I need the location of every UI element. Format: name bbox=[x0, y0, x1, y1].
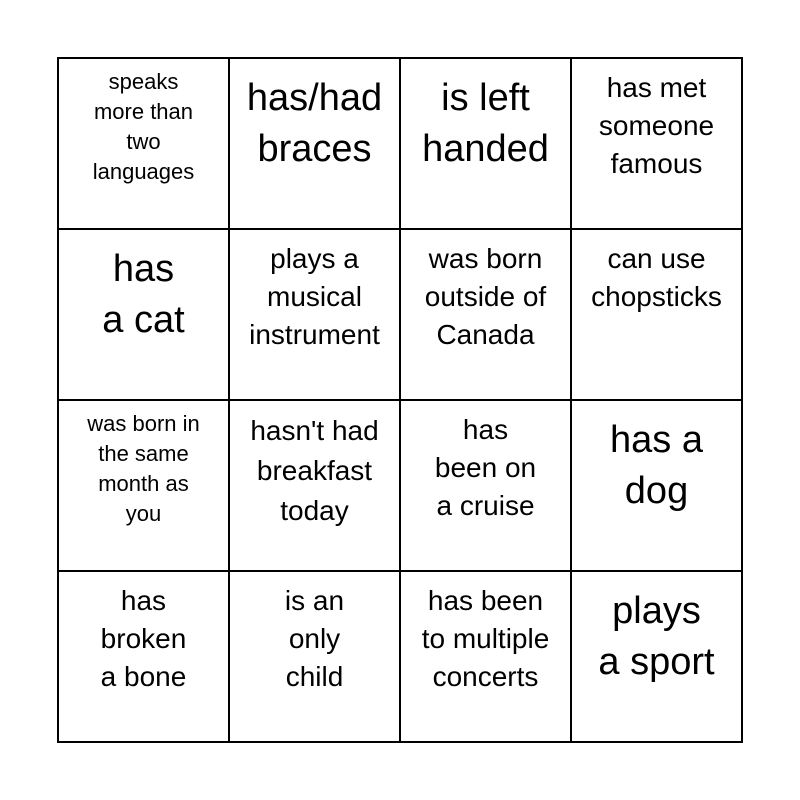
bingo-cell[interactable] bbox=[572, 572, 743, 743]
cell-text: plays a sport bbox=[598, 590, 715, 683]
cell-text: plays a musical instrument bbox=[249, 243, 380, 350]
bingo-cell[interactable] bbox=[401, 230, 572, 401]
cell-text: has met someone famous bbox=[598, 72, 715, 179]
cell-text: is an only child bbox=[284, 585, 345, 692]
cell-text: has/had braces bbox=[246, 77, 383, 170]
bingo-cell[interactable] bbox=[59, 230, 230, 401]
cell-text: can use chopsticks bbox=[591, 243, 722, 312]
bingo-cell[interactable] bbox=[230, 59, 401, 230]
bingo-cell[interactable] bbox=[401, 572, 572, 743]
cell-text: was born outside of Canada bbox=[424, 243, 547, 350]
cell-text: has been on a cruise bbox=[434, 414, 537, 521]
bingo-cell[interactable] bbox=[230, 230, 401, 401]
bingo-cell[interactable] bbox=[572, 230, 743, 401]
bingo-board bbox=[57, 57, 743, 743]
cell-text: was born in the same month as you bbox=[87, 411, 200, 526]
bingo-cell[interactable] bbox=[572, 401, 743, 572]
bingo-cell[interactable] bbox=[230, 401, 401, 572]
bingo-cell[interactable] bbox=[59, 572, 230, 743]
bingo-cell[interactable] bbox=[59, 401, 230, 572]
bingo-cell[interactable] bbox=[59, 59, 230, 230]
cell-text: is left handed bbox=[422, 77, 549, 170]
cell-text: has been to multiple concerts bbox=[421, 585, 550, 692]
cell-text: has broken a bone bbox=[100, 585, 187, 692]
bingo-cell[interactable] bbox=[401, 401, 572, 572]
cell-text: has a dog bbox=[610, 419, 703, 512]
bingo-cell[interactable] bbox=[401, 59, 572, 230]
cell-text: hasn't had breakfast today bbox=[250, 415, 379, 526]
bingo-cell[interactable] bbox=[230, 572, 401, 743]
cell-text: has a cat bbox=[102, 248, 185, 341]
bingo-cell[interactable] bbox=[572, 59, 743, 230]
cell-text: speaks more than two languages bbox=[92, 69, 195, 184]
